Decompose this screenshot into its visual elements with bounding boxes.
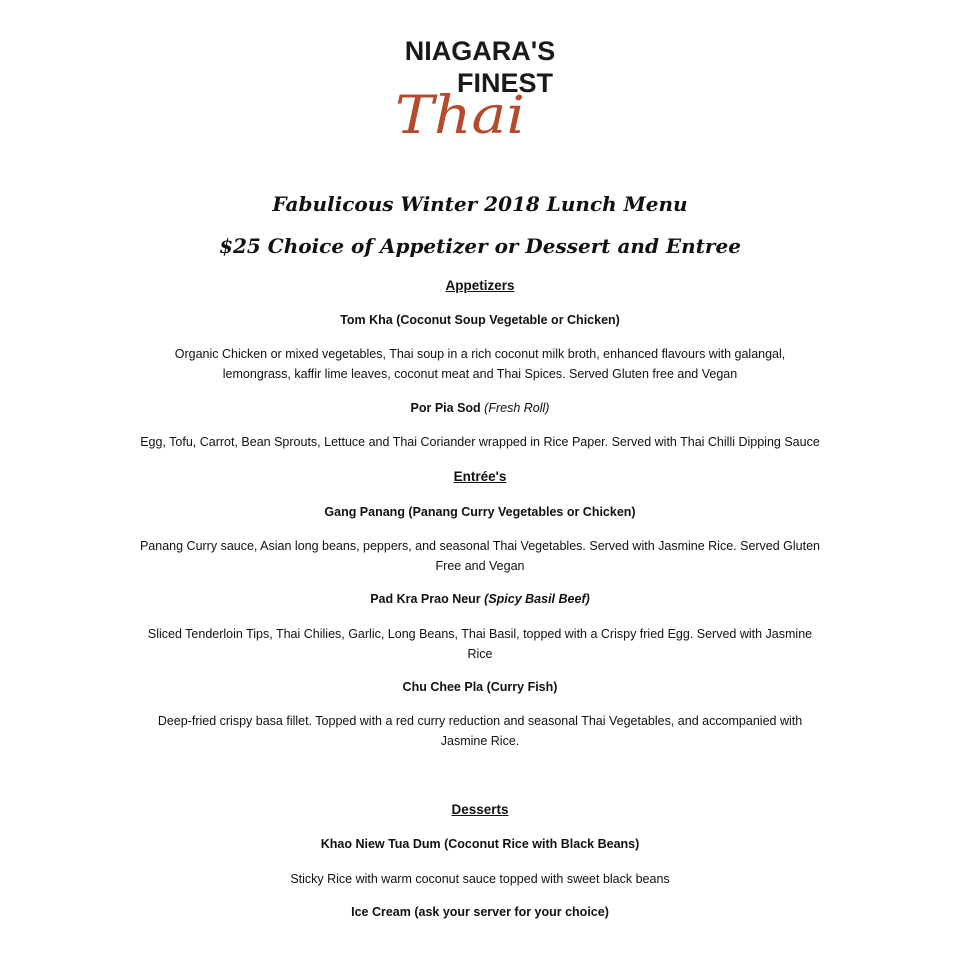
menu-item-description: [120, 711, 840, 751]
description-line: Egg, Tofu, Carrot, Bean Sprouts, Lettuce and Thai Coriander wrapped in Rice Paper. Served with Thai Chilli Dipping Sauce: [140, 435, 820, 449]
section-heading-appetizers: Appetizers: [445, 278, 515, 293]
logo-script-word: Thai: [395, 86, 525, 146]
menu-item-name: Tom Kha (Coconut Soup Vegetable or Chicken): [340, 313, 620, 327]
menu-title: Fabulicous Winter 2018 Lunch Menu: [272, 192, 688, 216]
item-name-note: (Fresh Roll): [484, 401, 550, 415]
section-heading-entrees: Entrée's: [453, 469, 507, 484]
menu-item-name: Gang Panang (Panang Curry Vegetables or Chicken): [324, 505, 636, 519]
item-name-text: Por Pia Sod: [410, 401, 481, 415]
item-name-text: Pad Kra Prao Neur: [370, 592, 481, 606]
restaurant-logo: [385, 30, 575, 180]
menu-item-name: Ice Cream (ask your server for your choice): [351, 905, 609, 919]
menu-item-name: Chu Chee Pla (Curry Fish): [402, 680, 558, 694]
menu-item-name: [0, 592, 960, 606]
description-line: Jasmine Rice.: [440, 734, 520, 748]
menu-item-description: [120, 344, 840, 384]
description-line: Panang Curry sauce, Asian long beans, peppers, and seasonal Thai Vegetables. Served with Jasmine Rice. Served Gluten: [139, 539, 821, 553]
description-line: Sliced Tenderloin Tips, Thai Chilies, Garlic, Long Beans, Thai Basil, topped with a Crispy fried Egg. Served with Jasmine: [147, 627, 813, 641]
description-line: lemongrass, kaffir lime leaves, coconut meat and Thai Spices. Served Gluten free and Vegan: [222, 367, 738, 381]
menu-item-name: Khao Niew Tua Dum (Coconut Rice with Black Beans): [320, 837, 640, 851]
description-line: Organic Chicken or mixed vegetables, Thai soup in a rich coconut milk broth, enhanced flavours with galangal,: [174, 347, 786, 361]
description-line: Rice: [467, 647, 493, 661]
description-line: Deep-fried crispy basa fillet. Topped with a red curry reduction and seasonal Thai Vegetables, and accompanied with: [157, 714, 803, 728]
menu-item-description: [120, 536, 840, 576]
description-line: Free and Vegan: [435, 559, 525, 573]
description-line: Sticky Rice with warm coconut sauce topped with sweet black beans: [290, 872, 670, 886]
item-name-note: (Spicy Basil Beef): [484, 592, 590, 606]
menu-item-description: [120, 624, 840, 664]
logo-graphic: [385, 30, 575, 180]
logo-line2: FINEST: [456, 68, 553, 98]
section-heading-desserts: Desserts: [451, 802, 509, 817]
menu-subtitle: $25 Choice of Appetizer or Dessert and Entree: [219, 234, 741, 258]
menu-item-description: [100, 432, 860, 452]
logo-line1: NIAGARA'S: [404, 36, 556, 66]
menu-item-description: [120, 869, 840, 889]
menu-item-name: [0, 401, 960, 415]
